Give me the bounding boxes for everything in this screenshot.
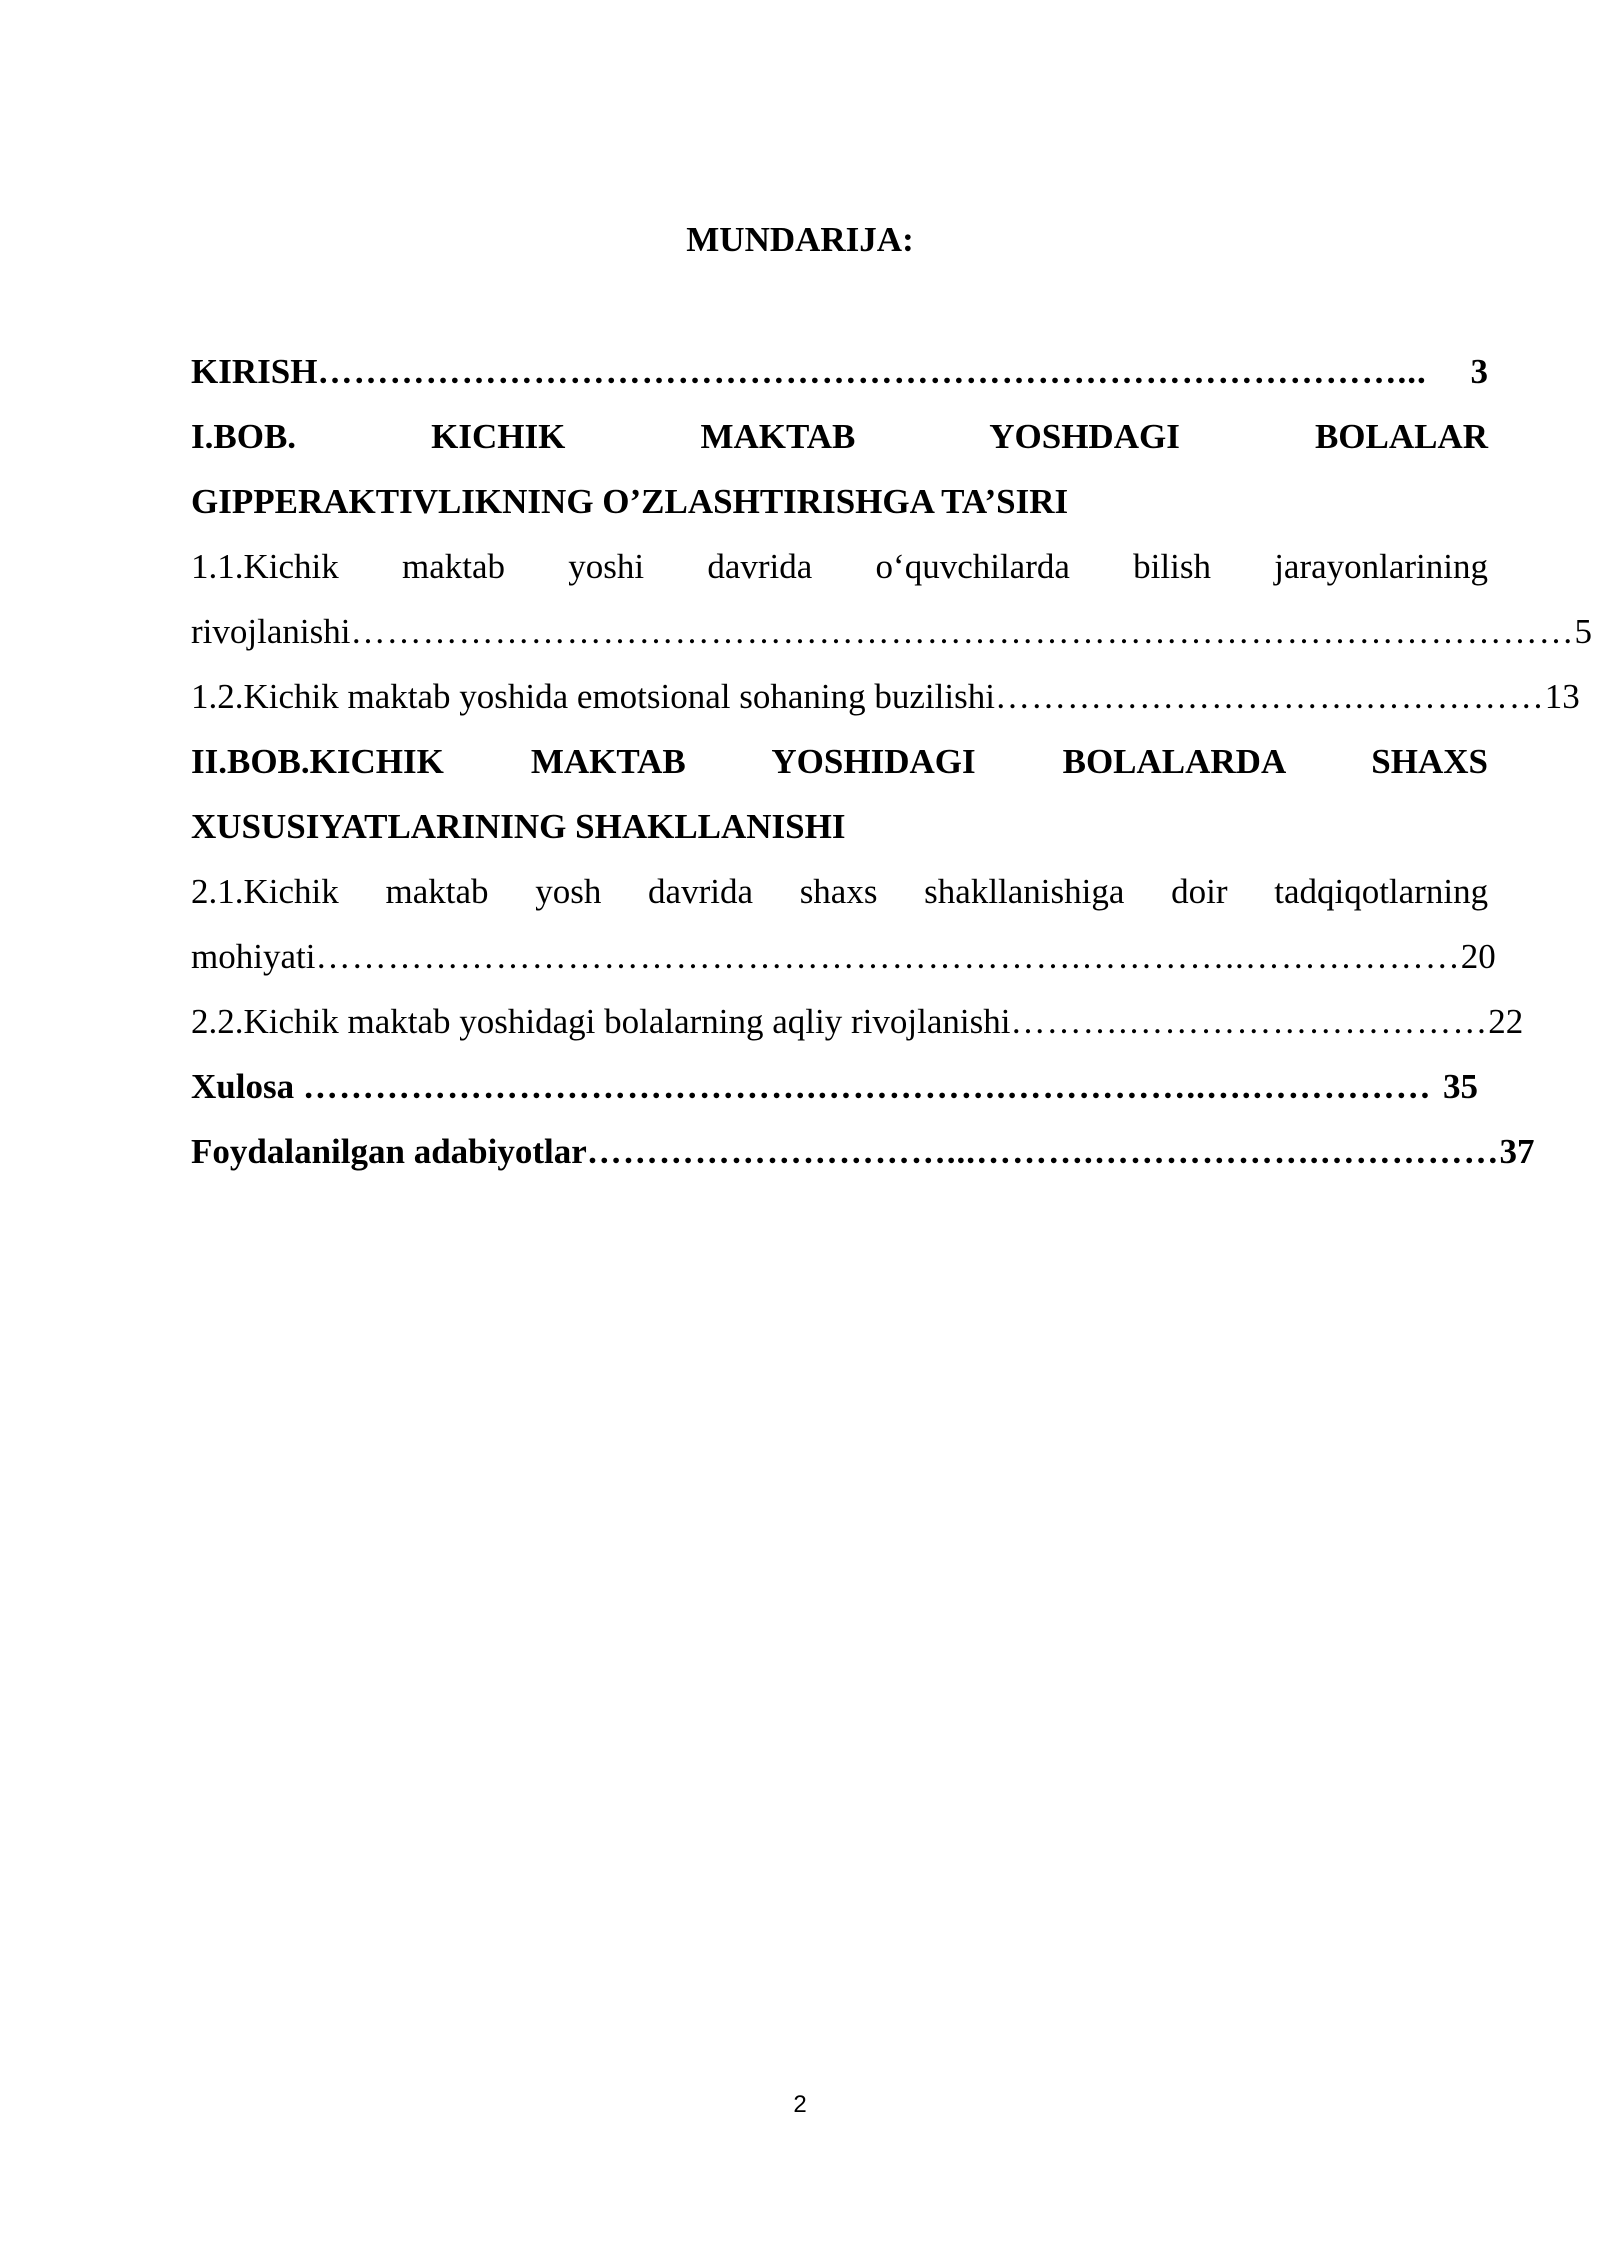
toc-entry-page: 35 <box>1443 1067 1478 1106</box>
toc-section-1-1-line1 <box>191 541 1488 606</box>
toc-entry-dots: ……………………………………………………….…………..……………… <box>315 937 1461 976</box>
toc-word: davrida <box>707 547 813 586</box>
toc-word: maktab <box>402 547 506 586</box>
toc-word: MAKTAB <box>700 417 856 456</box>
page-title: MUNDARIJA: <box>686 220 914 259</box>
toc-entry-text: rivojlanishi <box>191 612 351 651</box>
toc-entry-dots: …………………………...……….……………….…………… <box>586 1132 1500 1171</box>
toc-entry-dots: ………………………………………………………………………………... <box>317 352 1427 391</box>
toc-entry-page: 5 <box>1574 612 1592 651</box>
toc-chapter2-line1 <box>191 736 1488 801</box>
toc-entry-conclusion <box>191 1061 1488 1126</box>
toc-section-2-2 <box>191 996 1524 1061</box>
toc-section-2-1-line1 <box>191 866 1488 931</box>
toc-word: I.BOB. <box>191 417 297 456</box>
toc-entry-page: 22 <box>1488 1002 1524 1041</box>
toc-entry-text: Foydalanilgan adabiyotlar <box>191 1132 587 1171</box>
toc-section-1-1-line2 <box>191 606 1592 671</box>
toc-chapter1-line2: GIPPERAKTIVLIKNING O’ZLASHTIRISHGA TA’SIRI <box>191 482 1069 521</box>
toc-word: YOSHIDAGI <box>771 742 976 781</box>
toc-word: YOSHDAGI <box>989 417 1180 456</box>
toc-chapter2-line2: XUSUSIYATLARINING SHAKLLANISHI <box>191 807 846 846</box>
toc-word: shaxs <box>799 872 878 911</box>
toc-entry-text: KIRISH <box>191 352 318 391</box>
toc-word: BOLALARDA <box>1062 742 1285 781</box>
toc-word: II.BOB.KICHIK <box>191 742 444 781</box>
table-of-contents <box>191 346 1592 1191</box>
toc-entry-text: 2.2.Kichik maktab yoshidagi bolalarning aqliy rivojlanishi <box>191 1002 1011 1041</box>
toc-word: 1.1.Kichik <box>191 547 339 586</box>
page-number: 2 <box>793 2091 807 2118</box>
toc-section-1-2 <box>191 671 1580 736</box>
toc-entry-intro <box>191 346 1488 411</box>
toc-entry-dots: ………………………….…………… <box>994 677 1545 716</box>
toc-section-2-1-line2 <box>191 931 1496 996</box>
toc-entry-text: Xulosa <box>191 1067 303 1106</box>
toc-word: 2.1.Kichik <box>191 872 339 911</box>
toc-entry-dots: ……….………………………… <box>1010 1002 1489 1041</box>
toc-entry-page: 3 <box>1470 352 1488 391</box>
toc-word: BOLALAR <box>1314 417 1489 456</box>
toc-chapter1-line1 <box>191 411 1488 476</box>
toc-word: KICHIK <box>431 417 566 456</box>
toc-entry-text: 1.2.Kichik maktab yoshida emotsional sohaning buzilishi <box>191 677 995 716</box>
toc-word: tadqiqotlarning <box>1274 872 1489 911</box>
toc-word: davrida <box>648 872 753 911</box>
toc-entry-references <box>191 1126 1535 1191</box>
toc-word: yosh <box>535 872 602 911</box>
toc-word: yoshi <box>568 547 645 586</box>
toc-entry-dots: ………………………………………………………………………………………… <box>350 612 1575 651</box>
toc-word: bilish <box>1133 547 1211 586</box>
toc-word: doir <box>1171 872 1228 911</box>
toc-word: shakllanishiga <box>924 872 1125 911</box>
toc-word: maktab <box>385 872 489 911</box>
toc-word: MAKTAB <box>530 742 686 781</box>
toc-word: jarayonlarining <box>1274 547 1488 586</box>
toc-entry-page: 13 <box>1544 677 1580 716</box>
toc-word: SHAXS <box>1371 742 1488 781</box>
toc-entry-page: 20 <box>1460 937 1496 976</box>
toc-entry-dots: …………………………………….…………….……………..….…………… <box>302 1067 1432 1106</box>
toc-word: o‘quvchilarda <box>875 547 1070 586</box>
toc-entry-page: 37 <box>1499 1132 1535 1171</box>
toc-entry-text: mohiyati <box>191 937 316 976</box>
